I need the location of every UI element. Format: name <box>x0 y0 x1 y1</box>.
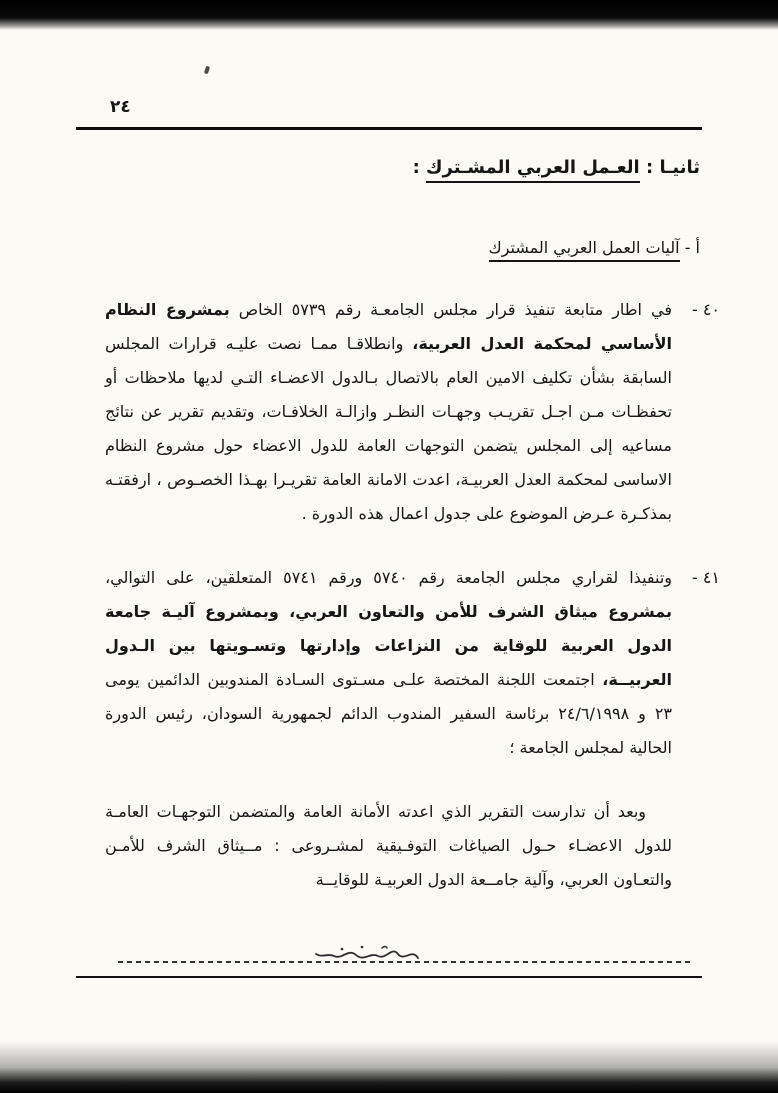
paragraph-40 <box>105 293 720 531</box>
footer-rule <box>76 976 702 978</box>
paragraph-closing <box>105 795 672 897</box>
subsection-heading-main: آليات العمل العربي المشترك <box>489 238 680 262</box>
handwritten-signature <box>312 940 422 970</box>
section-heading-suffix: : <box>412 157 427 178</box>
section-heading-main: العـمل العربي المشـترك <box>426 157 640 183</box>
section-heading-prefix: ثانيـا : <box>639 157 700 178</box>
document-body <box>105 293 720 897</box>
subsection-heading-prefix: أ - <box>679 238 700 257</box>
paragraph-closing-text: وبعد أن تدارست التقرير الذي اعدته الأمانة العامة والمتضمن التوجهـات العامـة للدول الاعضـاء حـول الصياغات التوفـيقية لمشـروعى : مــيثاق الشرف للأمـن والتعـاون العربي، وآلية جامــعة الدول العربيـة للوقايــة <box>105 802 672 889</box>
paragraph-40-text-normal-2: وانطلاقـا ممـا نصت عليـه قرارات المجلس السابقة بشأن تكليف الامين العام بالاتصال بـالدول الاعضـاء التـي لديها ملاحظات أو تحفظـات مـن اجـل تقريـب وجهـات النظـر وازالـة الخلافـات، وتقديم تقرير عن نتائج مساعيه إلى المجلس يتضمن التوجهات العامة للدول الاعضاء حول مشروع النظام الاساسى لمحكمة العدل العربيـة، اعدت الامانة العامة تقريـرا بهـذا الخصـوص ، ارفقتـه بمذكـرة عـرض الموضوع على جدول اعمال هذه الدورة . <box>105 334 672 523</box>
page-number: ٢٤ <box>110 97 131 117</box>
paragraph-40-number: ٤٠ - <box>691 300 720 319</box>
paragraph-41 <box>105 561 720 765</box>
header-rule <box>76 127 702 130</box>
scan-edge-bottom <box>0 1041 778 1093</box>
paragraph-40-text-normal: في اطار متابعة تنفيذ قرار مجلس الجامعـة رقم ٥٧٣٩ الخاص <box>229 300 672 319</box>
section-heading <box>413 157 700 178</box>
paragraph-41-text-normal: وتنفيذا لقراري مجلس الجامعة رقم ٥٧٤٠ ورقم ٥٧٤١ المتعلقين، على التوالي، <box>105 568 673 587</box>
paragraph-41-number: ٤١ - <box>691 568 720 587</box>
scan-speck <box>204 66 210 75</box>
subsection-heading <box>489 238 700 257</box>
scan-edge-top <box>0 0 778 30</box>
paragraph-41-text-bold: بمشروع ميثاق الشرف للأمن والتعاون العربي، وبمشروع آليـة جامعة الدول العربية للوقاية من النزاعات وإدارتها وتسـويتها بين الـدول العربيــة، <box>105 602 672 689</box>
paragraph-40-text-bold: بمشروع النظام الأساسي لمحكمة العدل العربية، <box>105 300 672 353</box>
paragraph-41-text-normal-2: اجتمعت اللجنة المختصة علـى مسـتوى السـادة المندوبين الدائمين يومى ٢٣ و ٢٤/٦/١٩٩٨ برئاسة السفير المندوب الدائم لجمهورية السودان، رئيس الدورة الحالية لمجلس الجامعة ؛ <box>105 670 672 757</box>
